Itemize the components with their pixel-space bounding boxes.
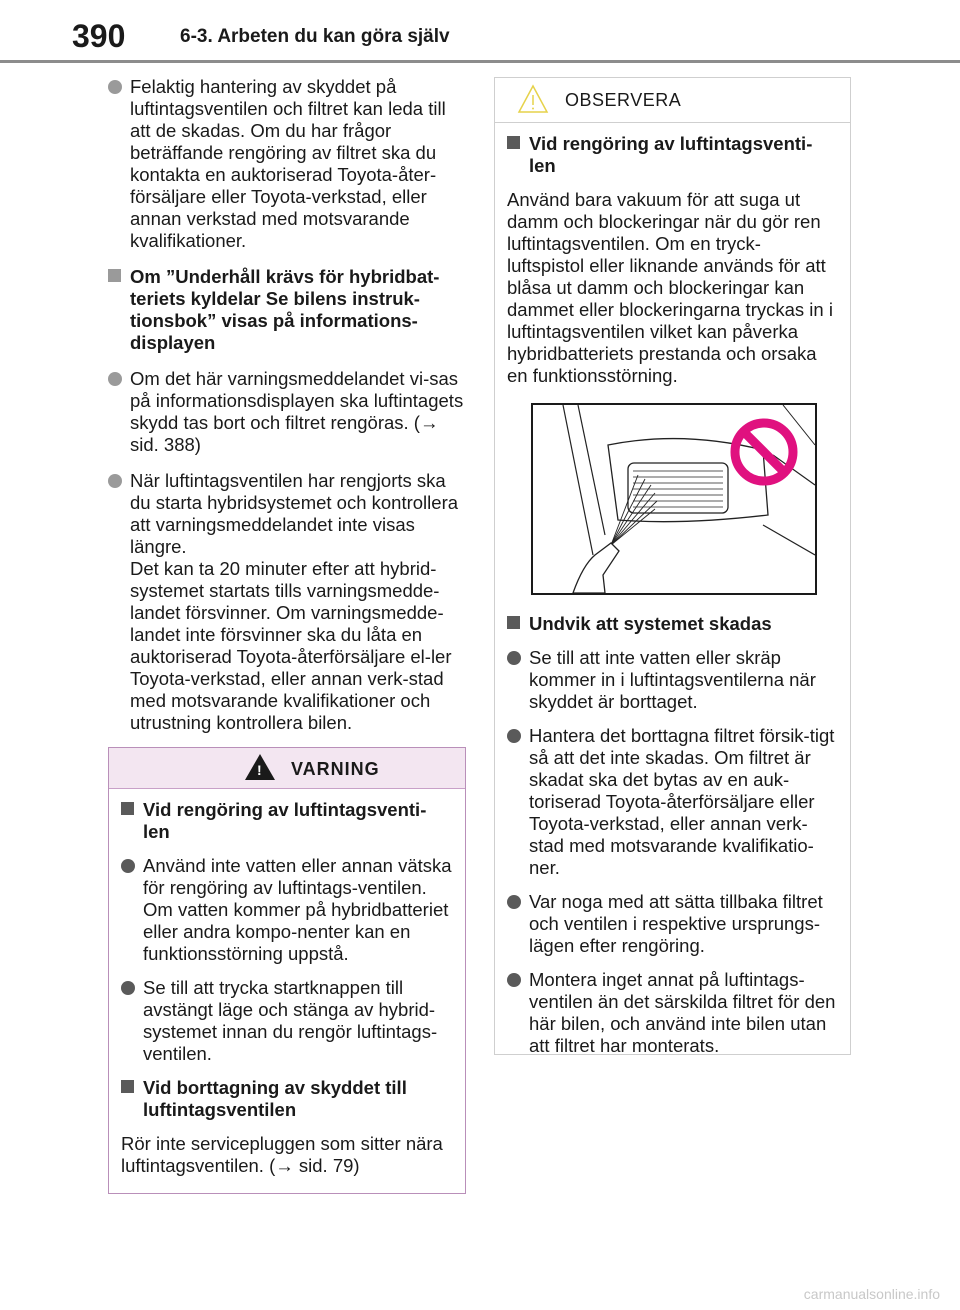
item-text: Felaktig hantering av skyddet på luftintagsventilen och filtret kan leda till att de skadas. Om du har frågor beträffande rengöring av filtret ska du kontakta en auktoriserad Toyota-åter-försäljare eller Toyota-verkstad, eller annan verkstad med motsvarande kvalifikationer. — [130, 76, 446, 251]
item-text: Se till att inte vatten eller skräp kommer in i luftintagsventilerna när skyddet är borttaget. — [529, 647, 816, 712]
bullet-icon — [108, 80, 122, 94]
bullet-icon — [507, 651, 521, 665]
list-item — [507, 969, 838, 1057]
square-bullet-icon — [108, 269, 121, 282]
warning-header — [109, 748, 465, 789]
warning-title: VARNING — [291, 759, 380, 779]
header-rule — [0, 60, 960, 63]
list-item — [108, 470, 468, 734]
paragraph: Rör inte servicepluggen som sitter nära luftintagsventilen. (→ sid. 79) — [121, 1133, 443, 1176]
page-header — [0, 0, 960, 62]
bullet-icon — [507, 895, 521, 909]
square-bullet-icon — [507, 136, 520, 149]
item-text: Om det här varningsmeddelandet vi-sas på informationsdisplayen ska luftintagets skydd tas bort och filtret rengöras. (→ sid. 388) — [130, 368, 464, 455]
bullet-icon — [108, 372, 122, 386]
paragraph: Använd bara vakuum för att suga ut damm och blockeringar när du gör ren luftintagsventilen. Om en tryck-luftspistol eller liknande används för att blåsa ut damm och blockeringar kan dammet eller blockeringarna tryckas in i luftintagsventilen vilket kan påverka hybridbatteriets prestanda och orsaka en funktionsstörning. — [507, 189, 833, 386]
list-item — [108, 368, 468, 456]
item-text: Var noga med att sätta tillbaka filtret och ventilen i respektive ursprungs-lägen efter rengöring. — [529, 891, 823, 956]
list-item — [507, 891, 838, 957]
subheading — [121, 799, 453, 843]
list-item — [507, 647, 838, 713]
footer-watermark: carmanualsonline.info — [803, 1286, 940, 1302]
item-text: Montera inget annat på luftintags-ventilen än det särskilda filtret för den här bilen, och använd inte bilen utan att filtret har monterats. — [529, 969, 836, 1056]
illustration-air-blower-prohibited — [531, 403, 817, 595]
subheading-text: Vid borttagning av skyddet till luftintagsventilen — [143, 1077, 407, 1120]
notice-box — [494, 77, 851, 1055]
item-text: Använd inte vatten eller annan vätska för rengöring av luftintags-ventilen. Om vatten kommer på hybridbatteriet eller andra kompo-nenter kan en funktionsstörning uppstå. — [143, 855, 452, 964]
subheading — [507, 133, 838, 177]
list-item — [121, 977, 453, 1065]
prohibition-icon — [729, 417, 799, 487]
notice-header — [495, 78, 850, 123]
caution-triangle-icon — [517, 84, 549, 114]
bullet-icon — [121, 859, 135, 873]
subheading-text: Vid rengöring av luftintagsventi-len — [143, 799, 427, 842]
page-number: 390 — [72, 18, 126, 54]
subheading — [507, 613, 838, 635]
subheading — [108, 266, 468, 354]
bullet-icon — [108, 474, 122, 488]
bullet-icon — [507, 729, 521, 743]
subheading-text: Vid rengöring av luftintagsventi-len — [529, 133, 813, 176]
bullet-icon — [507, 973, 521, 987]
left-column — [108, 76, 468, 748]
notice-title: OBSERVERA — [565, 90, 682, 110]
item-text: Hantera det borttagna filtret försik-tigt så att det inte skadas. Om filtret är skadat ska det bytas av en auk-toriserad Toyota-återförsäljare eller Toyota-verkstad, eller annan verk-stad med motsvarande kvalifikatio-ner. — [529, 725, 835, 878]
bullet-icon — [121, 981, 135, 995]
section-title: 6-3. Arbeten du kan göra själv — [180, 26, 450, 47]
item-text: Se till att trycka startknappen till avstängt läge och stänga av hybrid-systemet innan du rengör luftintags-ventilen. — [143, 977, 438, 1064]
item-text: Det kan ta 20 minuter efter att hybrid-systemet startats tills varningsmedde-landet försvinner. Om varningsmedde-landet inte försvinner ska du låta en auktoriserad Toyota-återförsäljare el-ler Toyota-verkstad, eller annan verk-stad med motsvarande kvalifikationer och utrustning kontrollera bilen. — [130, 558, 452, 733]
exclamation-icon: ! — [257, 762, 262, 778]
subheading — [121, 1077, 453, 1121]
list-item — [507, 725, 838, 879]
square-bullet-icon — [121, 802, 134, 815]
subheading-text: Om ”Underhåll krävs för hybridbat-teriets kyldelar Se bilens instruk-tionsbok” visas på informations-displayen — [130, 266, 440, 353]
list-item — [121, 855, 453, 965]
subheading-text: Undvik att systemet skadas — [529, 613, 772, 634]
list-item — [108, 76, 468, 252]
item-text: När luftintagsventilen har rengjorts ska du starta hybridsystemet och kontrollera att varningsmeddelandet inte visas längre. — [130, 470, 459, 557]
square-bullet-icon — [507, 616, 520, 629]
warning-box — [108, 747, 466, 1194]
square-bullet-icon — [121, 1080, 134, 1093]
